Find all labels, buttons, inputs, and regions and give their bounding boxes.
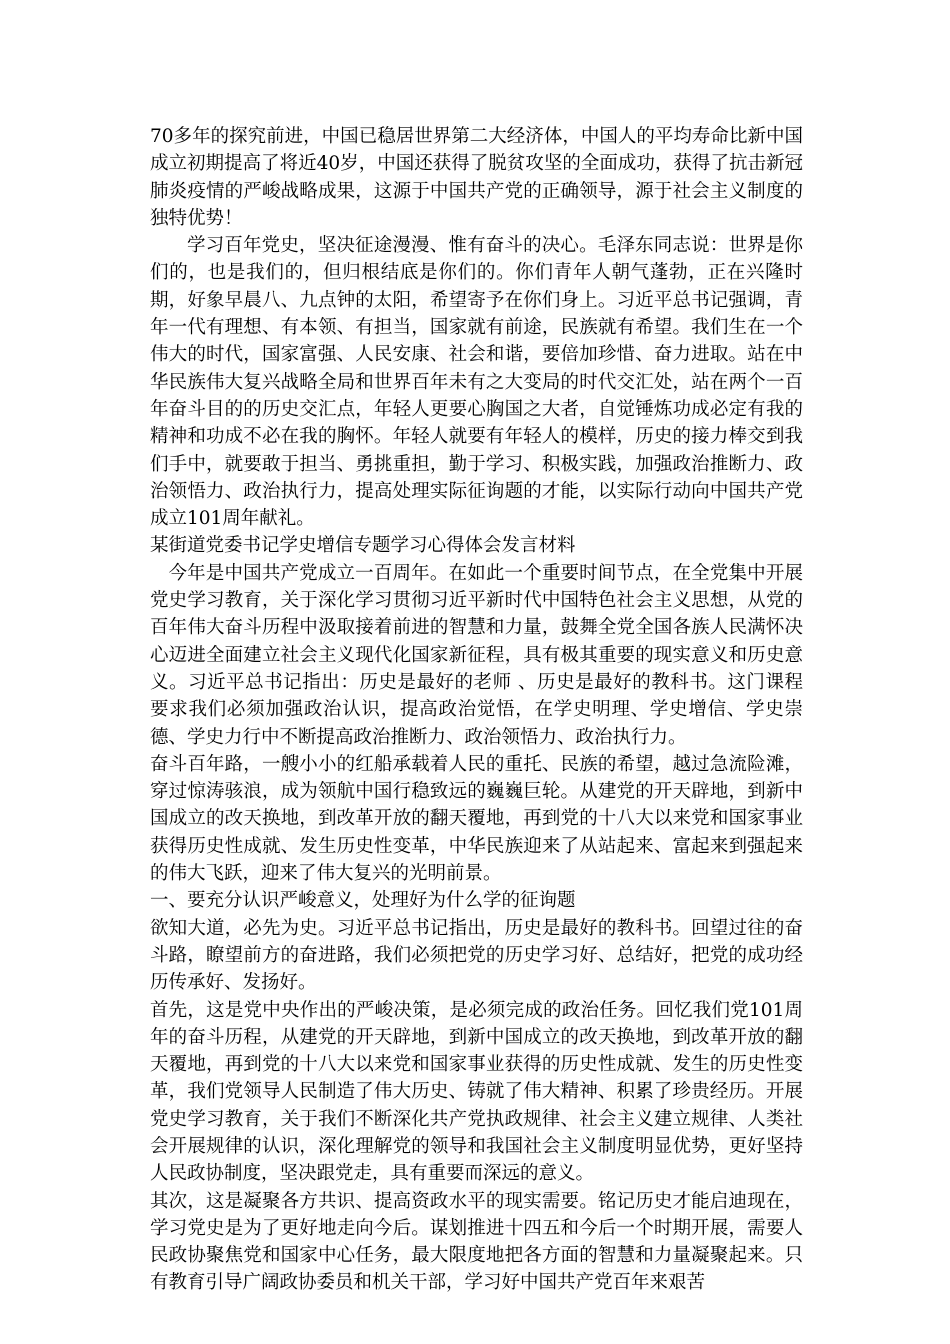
paragraph-economy-achievements: 70多年的探究前进，中国已稳居世界第二大经济体，中国人的平均寿命比新中国成立初期提高了将近40岁，中国还获得了脱贫攻坚的全面成功，获得了抗击新冠肺炎疫情的严峻战略成果，这源于中国共产党的正确领导，源于社会主义制度的独特优势！ xyxy=(150,126,803,229)
paragraph-youth-determination: 学习百年党史，坚决征途漫漫、惟有奋斗的决心。毛泽东同志说：世界是你们的，也是我们的，但归根结底是你们的。你们青年人朝气蓬勃，正在兴隆时期，好象早晨八、九点钟的太阳，希望寄予在你们身上。习近平总书记强调，青年一代有理想、有本领、有担当，国家就有前途，民族就有希望。我们生在一个伟大的时代，国家富强、人民安康、社会和谐，要倍加珍惜、奋力进取。站在中华民族伟大复兴战略全局和世界百年未有之大变局的时代交汇处，站在两个一百年奋斗目的的历史交汇点，年轻人更要心胸国之大者，自觉锤炼功成必定有我的精神和功成不必在我的胸怀。年轻人就要有年轻人的模样，历史的接力棒交到我们手中，就要敢于担当、勇挑重担，勤于学习、积极实践，加强政治推断力、政治领悟力、政治执行力，提高处理实际征询题的才能，以实际行动向中国共产党成立101周年献礼。 xyxy=(150,235,803,530)
section-title: 某街道党委书记学史增信专题学习心得体会发言材料 xyxy=(150,535,576,557)
paragraph-centenary-study: 今年是中国共产党成立一百周年。在如此一个重要时间节点，在全党集中开展党史学习教育，关于深化学习贯彻习近平新时代中国特色社会主义思想，从党的百年伟大奋斗历程中汲取接着前进的智慧和力量，鼓舞全党全国各族人民满怀决心迈进全面建立社会主义现代化国家新征程，具有极其重要的现实意义和历史意义。习近平总书记指出：历史是最好的老师 、历史是最好的教科书。这门课程要求我们必须加强政治认识，提高政治觉悟，在学史明理、学史增信、学史崇德、学史力行中不断提高政治推断力、政治领悟力、政治执行力。 xyxy=(150,562,803,748)
paragraph-second-consensus: 其次，这是凝聚各方共识、提高资政水平的现实需要。铭记历史才能启迪现在，学习党史是为了更好地走向今后。谋划推进十四五和今后一个时期开展，需要人民政协聚焦党和国家中心任务，最大限度地把各方面的智慧和力量凝聚起来。只有教育引导广阔政协委员和机关干部，学习好中国共产党百年来艰苦 xyxy=(150,1190,803,1294)
document-body xyxy=(150,123,803,1297)
paragraph-first-political-task: 首先，这是党中央作出的严峻决策，是必须完成的政治任务。回忆我们党101周年的奋斗历程，从建党的开天辟地，到新中国成立的改天换地，到改革开放的翻天覆地，再到党的十八大以来党和国家事业获得的历史性成就、发生的历史性变革，我们党领导人民制造了伟大历史、铸就了伟大精神、积累了珍贵经历。开展党史学习教育，关于我们不断深化共产党执政规律、社会主义建立规律、人类社会开展规律的认识，深化理解党的领导和我国社会主义制度明显优势，更好坚持人民政协制度，坚决跟党走，具有重要而深远的意义。 xyxy=(150,999,803,1185)
paragraph-century-struggle: 奋斗百年路，一艘小小的红船承载着人民的重托、民族的希望，越过急流险滩，穿过惊涛骇浪，成为领航中国行稳致远的巍巍巨轮。从建党的开天辟地，到新中国成立的改天换地，到改革开放的翻天覆地，再到党的十八大以来党和国家事业获得历史性成就、发生历史性变革，中华民族迎来了从站起来、富起来到强起来的伟大飞跃，迎来了伟大复兴的光明前景。 xyxy=(150,753,803,885)
paragraph-history-textbook: 欲知大道，必先为史。习近平总书记指出，历史是最好的教科书。回望过往的奋斗路，瞭望前方的奋进路，我们必须把党的历史学习好、总结好，把党的成功经历传承好、发扬好。 xyxy=(150,917,803,994)
section-heading-1: 一、要充分认识严峻意义，处理好为什么学的征询题 xyxy=(150,890,576,912)
